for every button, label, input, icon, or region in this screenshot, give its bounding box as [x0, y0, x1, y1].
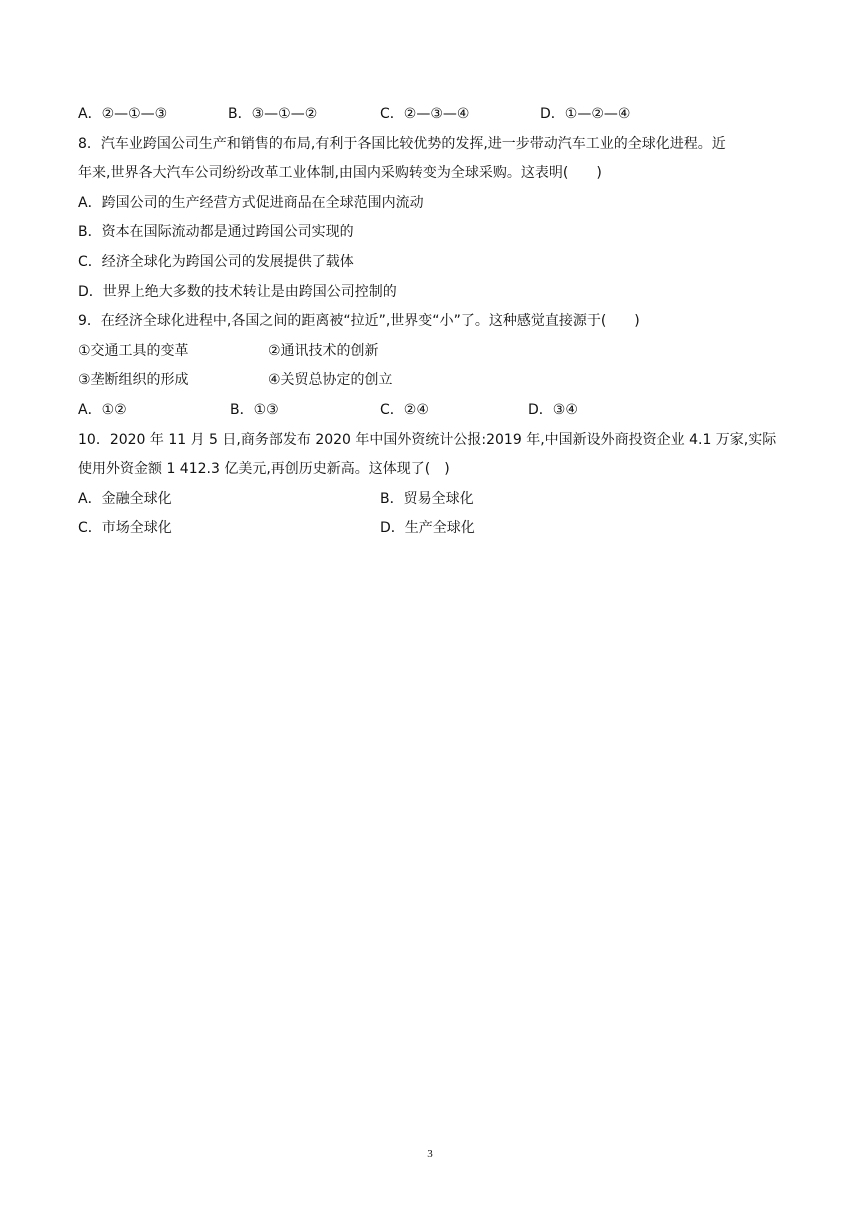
q8-option-d: D．世界上绝大多数的技术转让是由跨国公司控制的 [78, 284, 397, 300]
q7-option-a: A．②—①—③ [78, 106, 168, 122]
q7-option-b: B．③—①—② [228, 106, 318, 122]
q9-stem: 9．在经济全球化进程中,各国之间的距离被“拉近”,世界变“小”了。这种感觉直接源于( ) [78, 313, 640, 329]
q9-item-4: ④关贸总协定的创立 [268, 372, 393, 388]
q9-item-1: ①交通工具的变革 [78, 343, 189, 359]
q9-option-d: D．③④ [528, 402, 578, 418]
q9-option-b: B．①③ [230, 402, 279, 418]
q8-option-a: A．跨国公司的生产经营方式促进商品在全球范围内流动 [78, 195, 424, 211]
q7-option-d: D．①—②—④ [540, 106, 631, 122]
q8-option-c: C．经济全球化为跨国公司的发展提供了载体 [78, 254, 354, 270]
q8-option-b: B．资本在国际流动都是通过跨国公司实现的 [78, 224, 354, 240]
q10-option-d: D．生产全球化 [380, 520, 475, 536]
q8-stem-line1: 8．汽车业跨国公司生产和销售的布局,有利于各国比较优势的发挥,进一步带动汽车工业的全球化进程。近 [78, 136, 726, 152]
q10-stem-line2: 使用外资金额 1 412.3 亿美元,再创历史新高。这体现了( ) [78, 461, 450, 477]
q9-option-c: C．②④ [380, 402, 429, 418]
q10-option-c: C．市场全球化 [78, 520, 172, 536]
q9-item-2: ②通讯技术的创新 [268, 343, 379, 359]
q9-option-a: A．①② [78, 402, 127, 418]
q10-option-a: A．金融全球化 [78, 491, 172, 507]
q10-stem-line1: 10．2020 年 11 月 5 日,商务部发布 2020 年中国外资统计公报:2019 年,中国新设外商投资企业 4.1 万家,实际 [78, 432, 777, 448]
page-number: 3 [427, 1148, 433, 1160]
q7-option-c: C．②—③—④ [380, 106, 470, 122]
q10-option-b: B．贸易全球化 [380, 491, 474, 507]
q8-stem-line2: 年来,世界各大汽车公司纷纷改革工业体制,由国内采购转变为全球采购。这表明( ) [78, 165, 602, 181]
q9-item-3: ③垄断组织的形成 [78, 372, 189, 388]
